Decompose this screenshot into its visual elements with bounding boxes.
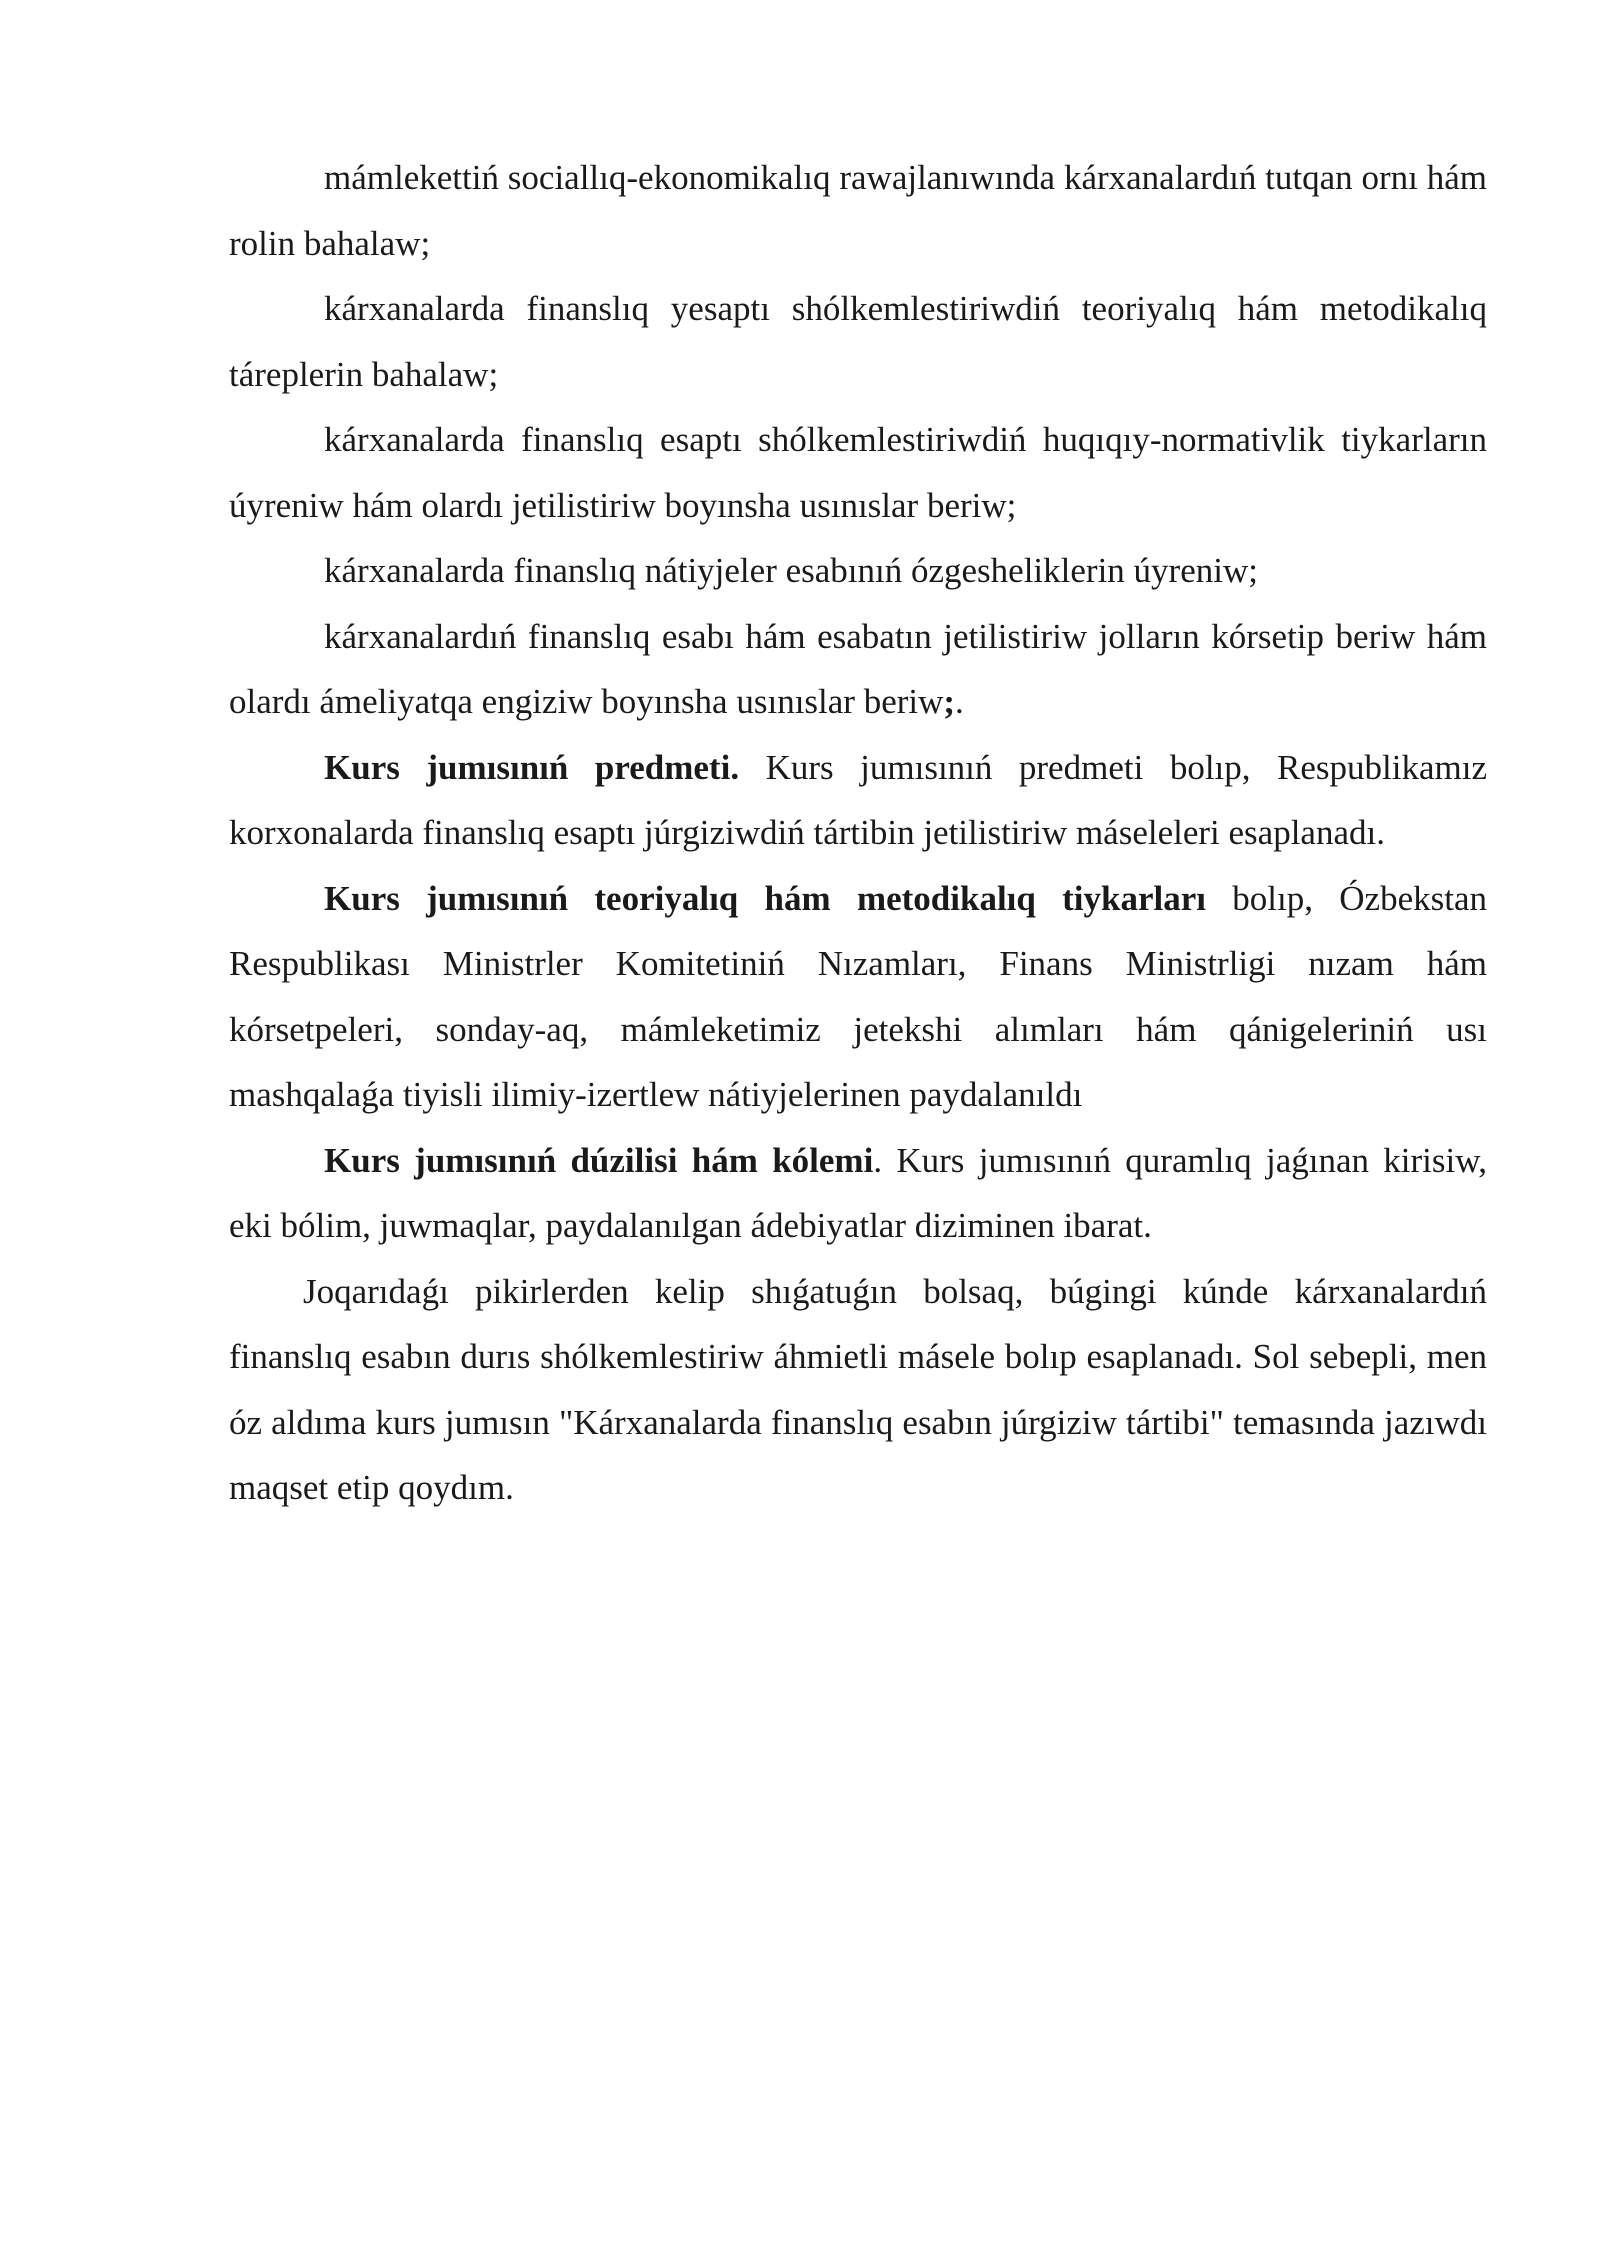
paragraph-text: kárxanalarda finanslıq esaptı shólkemlestiriwdiń huqıqıy-normativlik tiykarların úyreniw hám olardı jetilistiriw boyınsha usınıslar beriw; [229,420,1487,525]
paragraph-task-2 [229,276,1487,407]
paragraph-text: Joqarıdaǵı pikirlerden kelip shıǵatuǵın bolsaq, búgingi kúnde kárxanalardıń finanslıq esabın durıs shólkemlestiriw áhmietli másele bolıp esaplanadı. Sol sebepli, men óz aldıma kurs jumısın "Kárxanalarda finanslıq esabın júrgiziw tártibi" temasında jazıwdı maqset etip qoydım. [229,1271,1487,1507]
paragraph-conclusion [229,1259,1487,1521]
paragraph-heading: Kurs jumısınıń predmeti. [324,747,740,787]
paragraph-theoretical-basis [229,866,1487,1128]
paragraph-heading: Kurs jumısınıń teoriyalıq hám metodikalıq tiykarları [324,878,1206,918]
paragraph-tail: . [955,682,964,721]
paragraph-text: kárxanalardıń finanslıq esabı hám esabatın jetilistiriw jolların kórsetip beriw hám olardı ámeliyatqa engiziw boyınsha usınıslar beriw [229,616,1487,721]
paragraph-text: . Kurs jumısınıń quramlıq jaǵınan kirisiw, eki bólim, juwmaqlar, paydalanılgan ádebiyatlar diziminen ibarat. [229,1140,1487,1245]
document-body [229,145,1487,1521]
paragraph-task-5 [229,604,1487,735]
paragraph-task-4 [229,538,1487,604]
paragraph-heading: Kurs jumısınıń dúzilisi hám kólemi [324,1140,874,1180]
paragraph-task-1 [229,145,1487,276]
paragraph-text: kárxanalarda finanslıq yesaptı shólkemlestiriwdiń teoriyalıq hám metodikalıq táreplerin bahalaw; [229,289,1487,394]
paragraph-text: Kurs jumısınıń predmeti bolıp, Respublikamız korxonalarda finanslıq esaptı júrgiziwdiń tártibin jetilistiriw máseleleri esaplanadı. [229,747,1487,852]
paragraph-text: kárxanalarda finanslıq nátiyjeler esabınıń ózgesheliklerin úyreniw; [324,551,1258,590]
paragraph-bold-tail: ; [943,682,956,721]
paragraph-subject [229,735,1487,866]
paragraph-task-3 [229,407,1487,538]
paragraph-text: mámlekettiń sociallıq-ekonomikalıq rawajlanıwında kárxanalardıń tutqan ornı hám rolin bahalaw; [229,158,1487,263]
paragraph-text: bolıp, Ózbekstan Respublikası Ministrler Komitetiniń Nızamları, Finans Ministrligi nızam hám kórsetpeleri, sonday-aq, mámleketimiz jetekshi alımları hám qánigeleriniń usı mashqalaǵa tiyisli ilimiy-izertlew nátiyjelerinen paydalanıldı [229,878,1487,1114]
paragraph-structure [229,1128,1487,1259]
